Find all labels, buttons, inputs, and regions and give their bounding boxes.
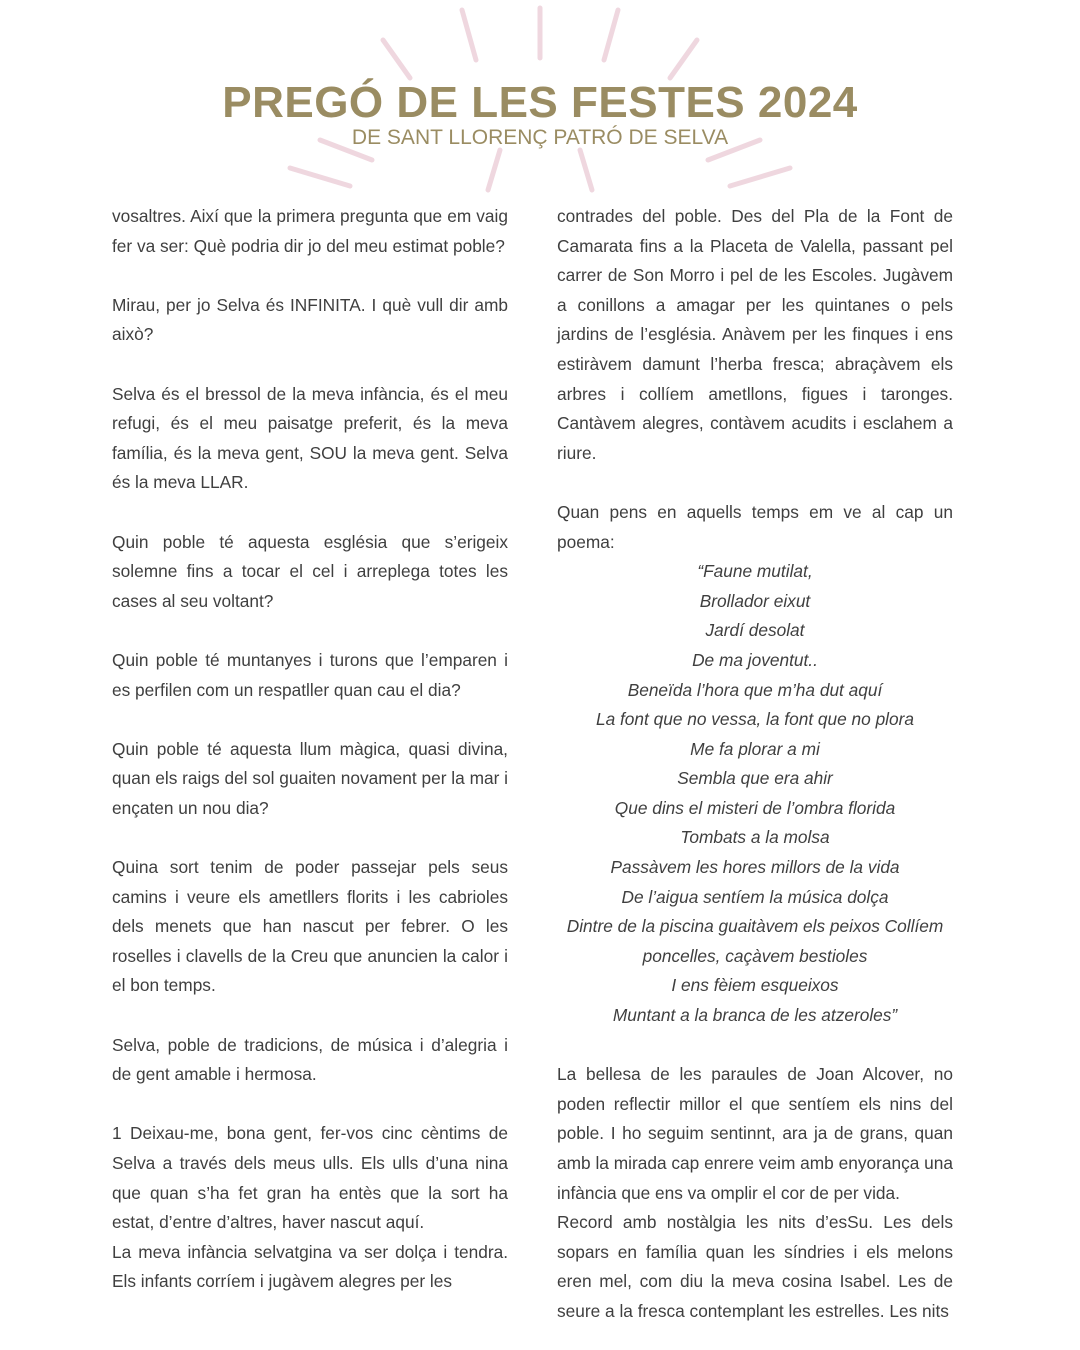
poem — [557, 557, 953, 1031]
paragraph: 1 Deixau-me, bona gent, fer-vos cinc cèntims de Selva a través dels meus ulls. Els ulls d’una nina que quan s’ha fet gran ha entès que la sort ha estat, d’entre d’altres, haver nascut aquí. — [112, 1123, 508, 1233]
paragraph: Quin poble té muntanyes i turons que l’emparen i es perfilen com un respatller quan cau el dia? — [112, 649, 508, 700]
paragraph: Quin poble té aquesta església que s’erigeix solemne fins a tocar el cel i arreplega totes les cases al seu voltant? — [112, 531, 508, 611]
paragraph: Selva és el bressol de la meva infància, és el meu refugi, és el meu paisatge preferit, és la meva família, és la meva gent, SOU la meva gent. Selva és la meva LLAR. — [112, 383, 508, 493]
paragraph: Record amb nostàlgia les nits d’esSu. Les dels sopars en família quan les síndries i els melons eren mel, com diu la meva cosina Isabel. Les de seure a la fresca contemplant les estrelles. Les nits — [557, 1212, 953, 1321]
poem-line: poncelles, caçàvem bestioles — [642, 945, 868, 966]
paragraph: Quan pens en aquells temps em ve al cap un poema: — [557, 501, 953, 552]
paragraph: vosaltres. Així que la primera pregunta que em vaig fer va ser: Què podria dir jo del meu estimat poble? — [112, 206, 508, 256]
poem-line: Dintre de la piscina guaitàvem els peixos Collíem — [566, 916, 944, 937]
poem-line: Beneïda l’hora que m’ha dut aquí — [627, 679, 883, 700]
poem-line: Que dins el misteri de l’ombra florida — [614, 797, 896, 818]
paragraph: contrades del poble. Des del Pla de la Font de Camarata fins a la Placeta de Valella, passant pel carrer de Son Morro i pel de les Escoles. Jugàvem a conillons a amagar per les quintanes o pels jardins de l’església. Anàvem per les finques i ens estiràvem damunt l’herba fresca; abraçàvem els arbres i collíem ametllons, figues i taronges. Cantàvem alegres, contàvem acudits i esclahem a riure. — [557, 206, 953, 463]
right-column — [557, 202, 953, 1327]
page-subtitle: DE SANT LLORENÇ PATRÓ DE SELVA — [351, 126, 729, 149]
paragraph: La bellesa de les paraules de Joan Alcover, no poden reflectir millor el que sentíem els nins del poble. I ho seguim sentinnt, ara ja de grans, quan amb la mirada cap enrere veim amb enyorança una infància que ens va omplir el cor de per vida. — [557, 1064, 953, 1203]
paragraph: Selva, poble de tradicions, de música i d’alegria i de gent amable i hermosa. — [112, 1034, 508, 1085]
poem-line: Sembla que era ahir — [677, 768, 833, 789]
poem-line: Passàvem les hores millors de la vida — [610, 857, 900, 878]
poem-line: De l’aigua sentíem la música dolça — [621, 886, 889, 907]
poem-line: Tombats a la molsa — [680, 827, 830, 848]
poem-line: La font que no vessa, la font que no plora — [595, 709, 914, 730]
poem-line: “Faune mutilat, — [697, 561, 813, 582]
poem-line: De ma joventut.. — [692, 649, 818, 670]
poem-line: Me fa plorar a mi — [690, 738, 820, 759]
poem-line: Brollador eixut — [699, 590, 811, 611]
poem-line: Jardí desolat — [705, 620, 805, 641]
poem-line: I ens fèiem esqueixos — [671, 975, 839, 996]
paragraph: Quina sort tenim de poder passejar pels seus camins i veure els ametllers florits i les cabrioles dels menets que han nascut per febrer. O les roselles i clavells de la Creu que anuncien la calor i el bon temps. — [112, 857, 508, 996]
paragraph: La meva infància selvatgina va ser dolça i tendra. Els infants corríem i jugàvem alegres per les — [112, 1241, 508, 1292]
paragraph: Mirau, per jo Selva és INFINITA. I què vull dir amb això? — [112, 294, 508, 345]
poem-line: Muntant a la branca de les atzeroles” — [612, 1005, 898, 1026]
page-header — [0, 78, 1080, 150]
page-title: PREGÓ DE LES FESTES 2024 — [222, 78, 858, 127]
paragraph: Quin poble té aquesta llum màgica, quasi divina, quan els raigs del sol guaiten novament per la mar i ençaten un nou dia? — [112, 738, 508, 818]
left-column — [112, 202, 508, 1297]
